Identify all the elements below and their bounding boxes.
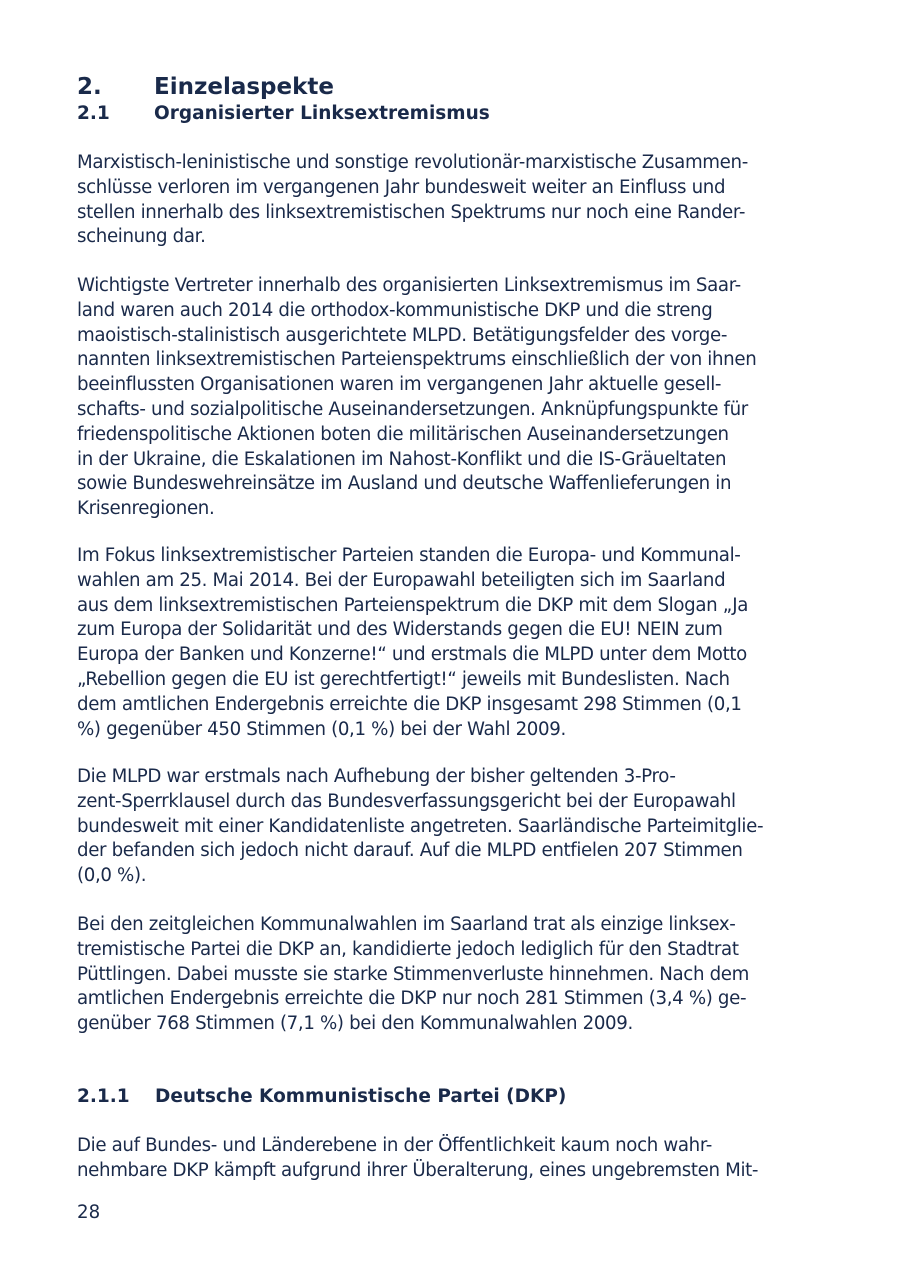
subsubsection-number: 2.1.1 (77, 1086, 130, 1107)
text-line: nannten linksextremistischen Parteienspektrums einschließlich der von ihnen (77, 349, 757, 371)
text-line: sowie Bundeswehreinsätze im Ausland und deutsche Waffenlieferungen in (77, 473, 732, 495)
text-line: Die auf Bundes- und Länderebene in der Öffentlichkeit kaum noch wahr- (77, 1135, 713, 1156)
text-line: Krisenregionen. (77, 498, 215, 520)
paragraph-4 (77, 765, 837, 889)
section-number: 2. (77, 74, 102, 100)
section-title: Einzelaspekte (154, 74, 335, 100)
text-line: zum Europa der Solidarität und des Widerstands gegen die EU! NEIN zum (77, 619, 723, 641)
text-line: friedenspolitische Aktionen boten die militärischen Auseinandersetzungen (77, 423, 729, 445)
text-line: in der Ukraine, die Eskalationen im Nahost-Konflikt und die IS-Gräueltaten (77, 448, 727, 470)
text-line: Im Fokus linksextremistischer Parteien standen die Europa- und Kommunal- (77, 545, 741, 566)
text-line: dem amtlichen Endergebnis erreichte die DKP insgesamt 298 Stimmen (0,1 (77, 693, 742, 715)
text-line: Die MLPD war erstmals nach Aufhebung der bisher geltenden 3-Pro- (77, 766, 676, 787)
paragraph-5 (77, 913, 837, 1037)
subsection-number: 2.1 (77, 103, 110, 124)
text-line: wahlen am 25. Mai 2014. Bei der Europawahl beteiligten sich im Saarland (77, 569, 726, 591)
text-line: nehmbare DKP kämpft aufgrund ihrer Überalterung, eines ungebremsten Mit- (77, 1159, 759, 1181)
subsubsection-title: Deutsche Kommunistische Partei (DKP) (155, 1086, 567, 1107)
text-line: maoistisch-stalinistisch ausgerichtete MLPD. Betätigungsfelder des vorge- (77, 324, 728, 346)
section-heading (77, 72, 334, 102)
text-line: amtlichen Endergebnis erreichte die DKP nur noch 281 Stimmen (3,4 %) ge- (77, 988, 747, 1010)
text-line: tremistische Partei die DKP an, kandidierte jedoch lediglich für den Stadtrat (77, 938, 739, 960)
text-line: Europa der Banken und Konzerne!“ und erstmals die MLPD unter dem Motto (77, 644, 747, 666)
text-line: „Rebellion gegen die EU ist gerechtfertigt!“ jeweils mit Bundeslisten. Nach (77, 668, 730, 690)
text-line: stellen innerhalb des linksextremistischen Spektrums nur noch eine Rander- (77, 201, 746, 223)
text-line: land waren auch 2014 die orthodox-kommunistische DKP und die streng (77, 299, 713, 321)
text-line: (0,0 %). (77, 865, 147, 887)
text-line: Püttlingen. Dabei musste sie starke Stimmenverluste hinnehmen. Nach dem (77, 963, 749, 985)
text-line: scheinung dar. (77, 226, 206, 248)
text-line: genüber 768 Stimmen (7,1 %) bei den Kommunalwahlen 2009. (77, 1013, 633, 1035)
page-number: 28 (77, 1202, 101, 1223)
paragraph-2 (77, 274, 837, 522)
text-line: schafts- und sozialpolitische Auseinandersetzungen. Anknüpfungspunkte für (77, 398, 748, 420)
text-line: Marxistisch-leninistische und sonstige revolutionär-marxistische Zusammen- (77, 152, 748, 173)
text-line: zent-Sperrklausel durch das Bundesverfassungsgericht bei der Europawahl (77, 790, 736, 812)
text-line: bundesweit mit einer Kandidatenliste angetreten. Saarländische Parteimitglie- (77, 815, 764, 837)
text-line: schlüsse verloren im vergangenen Jahr bundesweit weiter an Einfluss und (77, 176, 726, 198)
subsection-title: Organisierter Linksextremismus (154, 103, 490, 124)
paragraph-3 (77, 544, 837, 742)
paragraph-6 (77, 1134, 837, 1184)
text-line: %) gegenüber 450 Stimmen (0,1 %) bei der Wahl 2009. (77, 718, 566, 740)
text-line: aus dem linksextremistischen Parteienspektrum die DKP mit dem Slogan „Ja (77, 594, 749, 616)
text-line: der befanden sich jedoch nicht darauf. Auf die MLPD entfielen 207 Stimmen (77, 840, 743, 862)
text-line: Bei den zeitgleichen Kommunalwahlen im Saarland trat als einzige linksex- (77, 914, 736, 935)
subsection-heading (77, 101, 490, 127)
text-line: beeinflussten Organisationen waren im vergangenen Jahr aktuelle gesell- (77, 374, 722, 396)
subsubsection-heading (77, 1084, 566, 1110)
paragraph-1 (77, 151, 837, 250)
text-line: Wichtigste Vertreter innerhalb des organisierten Linksextremismus im Saar- (77, 275, 741, 296)
